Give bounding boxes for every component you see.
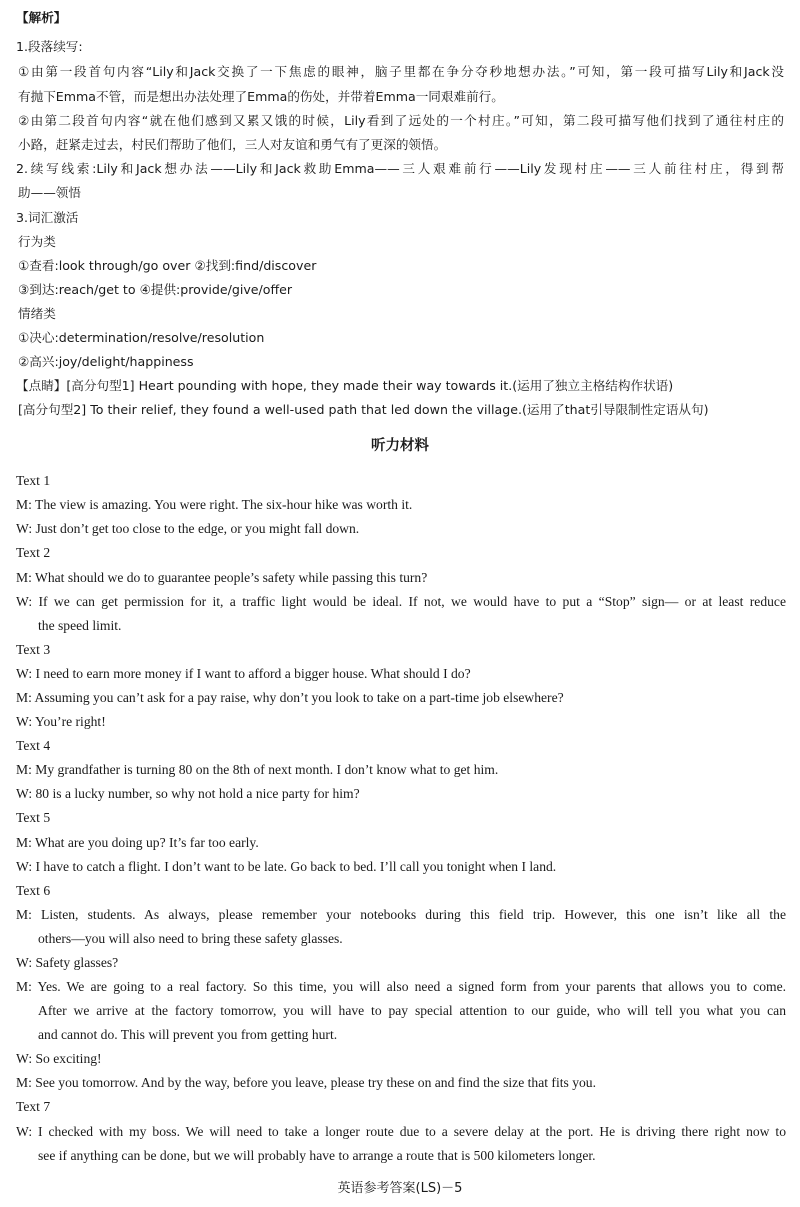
text-label: Text 5 [16,810,51,825]
dialogue-line: W: If we can get permission for it, a traffic light would be ideal. If not, we would have to put a “Stop” sign— or at least reduce [16,594,786,609]
section2-line2: 助——领悟 [18,185,81,200]
dialogue-line: W: I checked with my boss. We will need to take a longer route due to a severe delay at the port. He is driving there right now to [16,1124,786,1139]
vocab-line: ③到达:reach/get to ④提供:provide/give/offer [18,282,293,297]
tip-sentence-2: [高分句型2] To their relief, they found a well-used path that led down the village.(运用了that引导限制性定语从句) [18,402,709,417]
vocab-category-emotion: 情绪类 [18,306,56,321]
page-footer: 英语参考答案(LS)－5 [337,1181,463,1196]
dialogue-line: M: See you tomorrow. And by the way, before you leave, please try these on and find the size that fits you. [16,1075,596,1090]
dialogue-line: W: Just don’t get too close to the edge, or you might fall down. [16,521,360,536]
dialogue-line: W: Safety glasses? [16,955,119,970]
section2-line1: 2.续写线索:Lily和Jack想办法——Lily和Jack救助Emma——三人艰难前行——Lily发现村庄——三人前往村庄，得到帮 [16,161,784,176]
text-label: Text 6 [16,883,51,898]
section1-title: 1.段落续写: [16,39,83,54]
dialogue-line: W: So exciting! [16,1051,102,1066]
dialogue-line: M: Yes. We are going to a real factory. So this time, you will also need a signed form from your parents that allows you to come. [16,979,786,994]
dialogue-line: W: 80 is a lucky number, so why not hold a nice party for him? [16,786,360,801]
vocab-line: ②高兴:joy/delight/happiness [18,354,194,369]
tip-sentence-1: 【点睛】[高分句型1] Heart pounding with hope, they made their way towards it.(运用了独立主格结构作状语) [16,378,674,393]
section1-para2-line1: ②由第二段首句内容“就在他们感到又累又饿的时候，Lily看到了远处的一个村庄。”可知，第二段可描写他们找到了通往村庄的 [18,113,784,128]
listening-title: 听力材料 [371,438,429,454]
dialogue-line: M: Assuming you can’t ask for a pay raise, why don’t you look to take on a part-time job elsewhere? [16,690,564,705]
dialogue-line-continued: see if anything can be done, but we will probably have to arrange a route that is 500 kilometers longer. [38,1148,596,1163]
analysis-heading: 【解析】 [16,10,67,25]
dialogue-line: W: You’re right! [16,714,106,729]
dialogue-line: W: I have to catch a flight. I don’t want to be late. Go back to bed. I’ll call you tonight when I land. [16,859,557,874]
section1-para2-line2: 小路，赶紧走过去，村民们帮助了他们，三人对友谊和勇气有了更深的领悟。 [18,137,447,152]
dialogue-line: M: What should we do to guarantee people’s safety while passing this turn? [16,570,428,585]
dialogue-line: M: My grandfather is turning 80 on the 8th of next month. I don’t know what to get him. [16,762,499,777]
vocab-category-behavior: 行为类 [18,234,56,249]
dialogue-line: W: I need to earn more money if I want to afford a bigger house. What should I do? [16,666,471,681]
vocab-line: ①查看:look through/go over ②找到:find/discover [18,258,317,273]
text-label: Text 4 [16,738,51,753]
dialogue-line: M: The view is amazing. You were right. The six-hour hike was worth it. [16,497,413,512]
text-label: Text 1 [16,473,51,488]
text-label: Text 2 [16,545,51,560]
dialogue-line: M: Listen, students. As always, please remember your notebooks during this field trip. However, this one isn’t like all the [16,907,786,922]
text-label: Text 7 [16,1099,51,1114]
vocab-line: ①决心:determination/resolve/resolution [18,330,265,345]
section1-para1-line2: 有抛下Emma不管，而是想出办法处理了Emma的伤处，并带着Emma一同艰难前行。 [18,89,504,104]
dialogue-line-continued: the speed limit. [38,618,122,633]
dialogue-line-continued: others—you will also need to bring these safety glasses. [38,931,343,946]
text-label: Text 3 [16,642,51,657]
dialogue-line-continued: and cannot do. This will prevent you from getting hurt. [38,1027,338,1042]
section3-title: 3.词汇激活 [16,210,79,225]
dialogue-line: M: What are you doing up? It’s far too early. [16,835,259,850]
dialogue-line-continued: After we arrive at the factory tomorrow, you will have to pay special attention to our guide, who will tell you what you can [38,1003,786,1018]
section1-para1-line1: ①由第一段首句内容“Lily和Jack交换了一下焦虑的眼神，脑子里都在争分夺秒地想办法。”可知，第一段可描写Lily和Jack没 [18,64,784,79]
